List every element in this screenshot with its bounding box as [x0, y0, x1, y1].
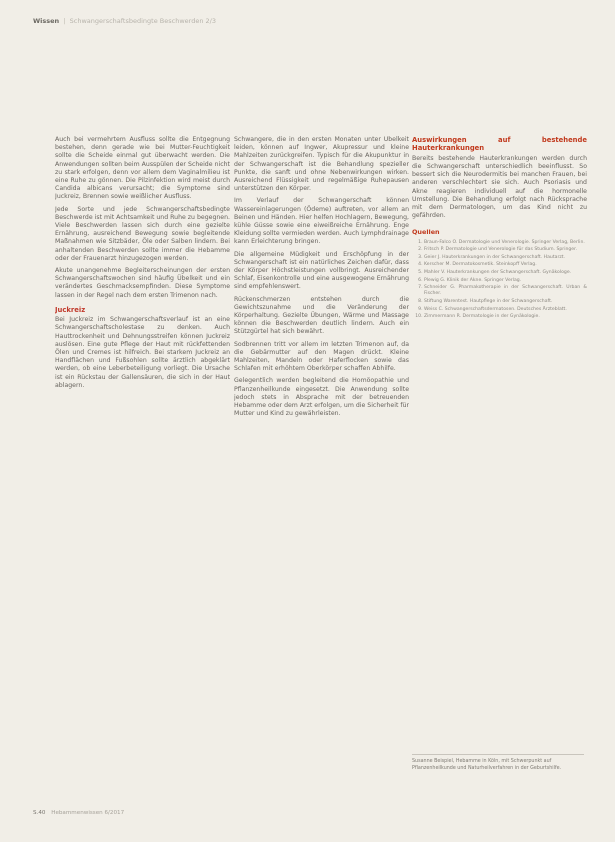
- paragraph: Akute unangenehme Begleiterscheinungen der ersten Schwangerschaftswochen sind häufig Übelkeit und ein verändertes Geschmacksempfinden. Diese Symptome lassen in der Regel nach dem ersten Trimenon nach.: [55, 267, 230, 299]
- running-header: [33, 14, 573, 28]
- paragraph: Jede Sorte und jede Schwangerschaftsbedingte Beschwerde ist mit Achtsamkeit und Ruhe zu begegnen. Viele Beschwerden lassen sich durch eine gezielte Ernährung, ausreichend Bewegung sowie begleitende Maßnahmen wie Sitzbäder, Öle oder Salben lindern. Bei anhaltenden Beschwerden sollte immer die Hebamme oder der Frauenarzt hinzugezogen werden.: [55, 205, 230, 262]
- reference-item: 9. Weiss C. Schwangerschaftsdermatosen. Deutsches Ärzteblatt.: [424, 307, 587, 313]
- section-heading-juckreiz: Juckreiz: [55, 305, 86, 314]
- references-heading: Quellen: [412, 228, 440, 237]
- section-name: Wissen: [33, 17, 60, 25]
- text-column-1: [55, 136, 230, 781]
- paragraph: Gelegentlich werden begleitend die Homöopathie und Pflanzenheilkunde eingesetzt. Die Anwendung sollte jedoch stets in Absprache mit der betreuenden Hebamme oder dem Arzt erfolgen, um die Sicherheit für Mutter und Kind zu gewährleisten.: [234, 377, 409, 418]
- paragraph: Rückenschmerzen entstehen durch die Gewichtszunahme und die Veränderung der Körperhaltung. Gezielte Übungen, Wärme und Massage können die Beschwerden deutlich lindern. Auch ein Stützgürtel hat sich bewährt.: [234, 295, 409, 336]
- text-column-2: [234, 136, 409, 781]
- paragraph: Schwangere, die in den ersten Monaten unter Übelkeit leiden, können auf Ingwer, Akupressur und kleine Mahlzeiten zurückgreifen. Typisch für die Akupunktur in der Schwangerschaft ist die Behandlung spezieller Punkte, die sanft und ohne Nebenwirkungen wirken. Ausreichend Flüssigkeit und regelmäßige Ruhepausen unterstützen den Körper.: [234, 136, 409, 193]
- paragraph: Im Verlauf der Schwangerschaft können Wassereinlagerungen (Ödeme) auftreten, vor allem an Beinen und Händen. Hier helfen Hochlagern, Bewegung, kühle Güsse sowie eine eiweißreiche Ernährung. Enge Kleidung sollte vermieden werden. Auch Lymphdrainage kann Erleichterung bringen.: [234, 197, 409, 246]
- reference-item: 10. Zimmermann R. Dermatologie in der Gynäkologie.: [424, 314, 587, 320]
- reference-item: 4. Kerscher M. Dermatokosmetik. Steinkopff Verlag.: [424, 262, 587, 268]
- author-info: Susanne Beispiel, Hebamme in Köln, mit Schwerpunkt auf Pflanzenheilkunde und Naturheilverfahren in der Geburtshilfe.: [412, 754, 584, 793]
- text-column-3: [412, 136, 587, 786]
- reference-item: 3. Geier J. Hauterkrankungen in der Schwangerschaft. Hautarzt.: [424, 255, 587, 261]
- reference-item: 6. Plewig G. Klinik der Akne. Springer Verlag.: [424, 278, 587, 284]
- reference-item: 7. Schneider G. Pharmakotherapie in der Schwangerschaft. Urban & Fischer.: [424, 285, 587, 297]
- page-number: S.40: [33, 810, 46, 816]
- page-footer: [33, 808, 333, 818]
- reference-item: 5. Mahler V. Hauterkrankungen der Schwangerschaft. Gynäkologe.: [424, 270, 587, 276]
- paragraph: Bereits bestehende Hauterkrankungen werden durch die Schwangerschaft unterschiedlich beeinflusst. So bessert sich die Neurodermitis bei manchen Frauen, bei anderen verschlechtert sie sich. Auch Psoriasis und Akne reagieren individuell auf die hormonelle Umstellung. Die Behandlung erfolgt nach Rücksprache mit dem Dermatologen, um das Kind nicht zu gefährden.: [412, 154, 587, 220]
- paragraph: Sodbrennen tritt vor allem im letzten Trimenon auf, da die Gebärmutter auf den Magen drückt. Kleine Mahlzeiten, Mandeln oder Haferflocken sowie das Schlafen mit erhöhtem Oberkörper schaffen Abhilfe.: [234, 340, 409, 373]
- journal-issue: Hebammenwissen 6/2017: [51, 810, 125, 816]
- paragraph: Auch bei vermehrtem Ausfluss sollte die Entgegnung bestehen, denn gerade wie bei Mutter-Feuchtigkeit sollte die Scheide einmal gut überwacht werden. Die Anwendungen sollten beim Ausspülen der Scheide nicht zu stark erfolgen, denn vor allem dem Vaginalmilieu ist eine Ruhe zu gönnen. Die Pilzinfektion wird meist durch Candida albicans verursacht; die Symptome sind Juckreiz, Brennen sowie weißlicher Ausfluss.: [55, 136, 230, 201]
- paragraph: Bei Juckreiz im Schwangerschaftsverlauf ist an eine Schwangerschaftscholestase zu denken. Auch Hauttrockenheit und Dehnungsstreifen können Juckreiz auslösen. Eine gute Pflege der Haut mit rückfettenden Ölen und Cremes ist hilfreich. Bei starkem Juckreiz an Handflächen und Fußsohlen sollte ärztlich abgeklärt werden, ob eine Leberbeteiligung vorliegt. Die Ursache ist ein Rückstau der Gallensäuren, die sich in der Haut ablagern.: [55, 316, 230, 389]
- reference-item: 2. Fritsch P. Dermatologie und Venerologie für das Studium. Springer.: [424, 247, 587, 253]
- paragraph: Die allgemeine Müdigkeit und Erschöpfung in der Schwangerschaft ist ein natürliches Zeichen dafür, dass der Körper Höchstleistungen vollbringt. Ausreichender Schlaf, Eisenkontrolle und eine ausgewogene Ernährung sind empfehlenswert.: [234, 250, 409, 291]
- article-running-title: Schwangerschaftsbedingte Beschwerden 2/3: [69, 17, 216, 25]
- references-list: [412, 240, 587, 321]
- reference-item: 8. Stiftung Warentest. Hautpflege in der Schwangerschaft.: [424, 299, 587, 305]
- section-heading-hauterkrankungen: Auswirkungen auf bestehende Hauterkrankungen: [412, 136, 587, 153]
- header-separator: |: [61, 17, 68, 25]
- reference-item: 1. Braun-Falco O. Dermatologie und Venerologie. Springer Verlag, Berlin.: [424, 240, 587, 246]
